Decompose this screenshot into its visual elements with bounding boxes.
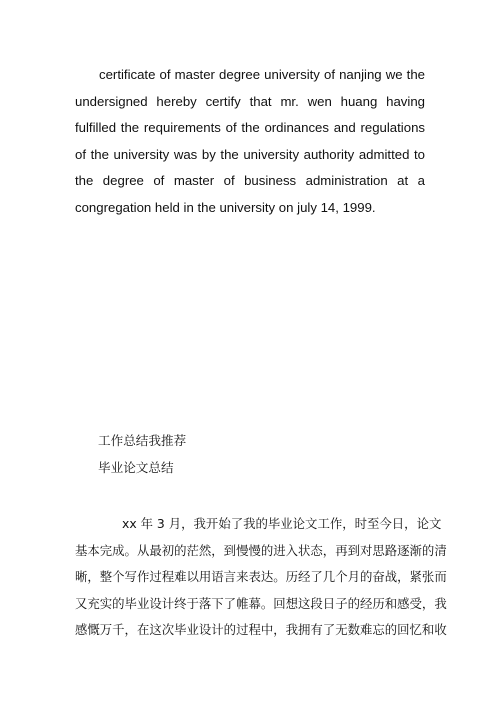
text-line: fulfilled the requirements of the ordinances and regulations xyxy=(75,120,425,135)
english-certificate-paragraph xyxy=(75,62,425,221)
text-line: congregation held in the university on july 14, 1999. xyxy=(75,199,376,215)
text-line: the degree of master of business administration at a xyxy=(75,173,425,188)
text-line: undersigned hereby certify that mr. wen huang having xyxy=(75,93,425,109)
text-line: xx 年 3 月，我开始了我的毕业论文工作，时至今日，论文 xyxy=(122,516,442,531)
text-line: of the university was by the university authority admitted to xyxy=(75,146,425,162)
section-heading: 毕业论文总结 xyxy=(98,460,174,475)
text-line: 晰，整个写作过程难以用语言来表达。历经了几个月的奋战，紧张而 xyxy=(75,569,447,584)
text-line: 基本完成。从最初的茫然，到慢慢的进入状态，再到对思路逐渐的清 xyxy=(75,542,447,558)
text-line: 又充实的毕业设计终于落下了帷幕。回想这段日子的经历和感受，我 xyxy=(75,595,447,611)
text-line: certificate of master degree university of nanjing we the xyxy=(99,67,425,82)
section-heading: 工作总结我推荐 xyxy=(98,433,187,448)
chinese-summary-paragraph xyxy=(75,511,447,644)
text-line: 感慨万千，在这次毕业设计的过程中，我拥有了无数难忘的回忆和收 xyxy=(75,622,447,637)
